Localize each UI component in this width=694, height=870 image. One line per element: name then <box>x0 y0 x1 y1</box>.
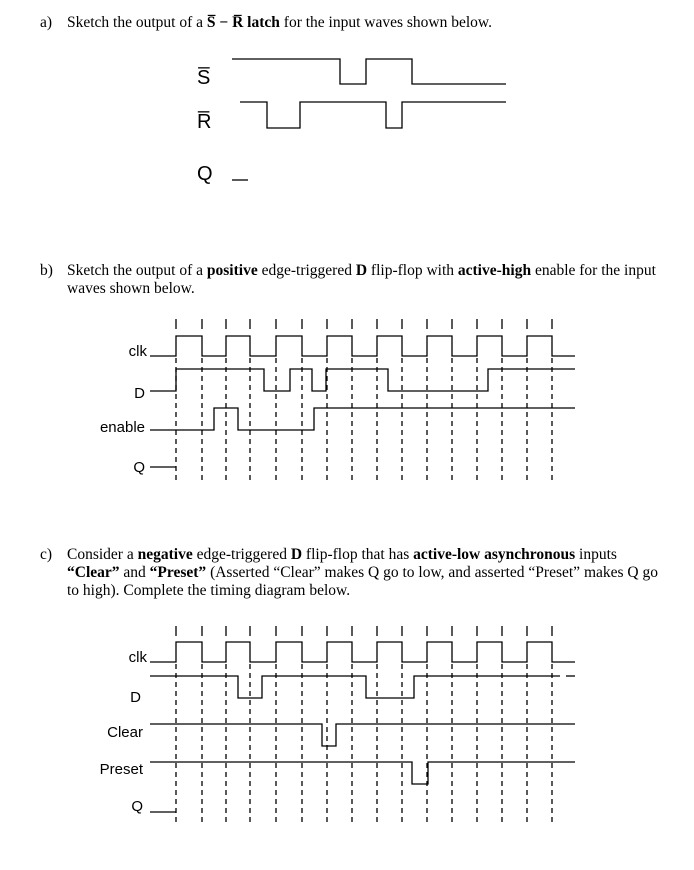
question-a-letter: a) <box>40 14 53 31</box>
label-enable-b: enable <box>99 419 145 436</box>
d-wave-c <box>150 676 560 698</box>
question-b-text: Sketch the output of a positive edge-triggered D flip-flop with active-high enable for the input waves shown below. <box>67 262 656 297</box>
label-d-b: D <box>134 385 145 402</box>
latch-name: S̅ − R̅ latch <box>206 14 280 31</box>
guides-b <box>176 358 552 480</box>
guides-c <box>176 664 552 825</box>
sbar-wave <box>232 59 506 84</box>
question-a-text: Sketch the output of a S̅ − R̅ latch for the input waves shown below. <box>67 14 492 31</box>
clk-wave-b <box>150 336 575 356</box>
enable-wave-b <box>150 408 575 430</box>
label-d-c: D <box>130 689 141 706</box>
label-q-c: Q <box>131 798 143 815</box>
question-b-letter: b) <box>40 262 53 279</box>
label-rbar: R̅ <box>197 111 212 133</box>
question-c-letter: c) <box>40 546 53 563</box>
label-sbar: S̅ <box>197 67 211 89</box>
diagram-b <box>150 319 575 480</box>
diagram-a <box>232 59 506 180</box>
clock-ticks-b <box>176 319 552 329</box>
label-clk-c: clk <box>128 649 147 666</box>
d-wave-b <box>150 369 575 391</box>
clock-ticks-c <box>176 626 552 636</box>
label-q-b: Q <box>133 459 145 476</box>
clk-wave-c <box>150 642 575 662</box>
label-q-a: Q <box>197 163 213 185</box>
diagram-c <box>150 626 575 825</box>
label-clear-c: Clear <box>107 724 143 741</box>
preset-wave-c <box>150 762 575 784</box>
label-clk-b: clk <box>128 343 147 360</box>
question-c-text: Consider a negative edge-triggered D flip-flop that has active-low asynchronous inputs “Clear” and “Preset” (Asserted “Clear” makes Q go to low, and asserted “Preset” makes Q go to high). Complete the timing diagram below. <box>67 546 658 599</box>
clear-wave-c <box>150 724 575 746</box>
label-preset-c: Preset <box>99 761 143 778</box>
rbar-wave <box>240 102 506 128</box>
